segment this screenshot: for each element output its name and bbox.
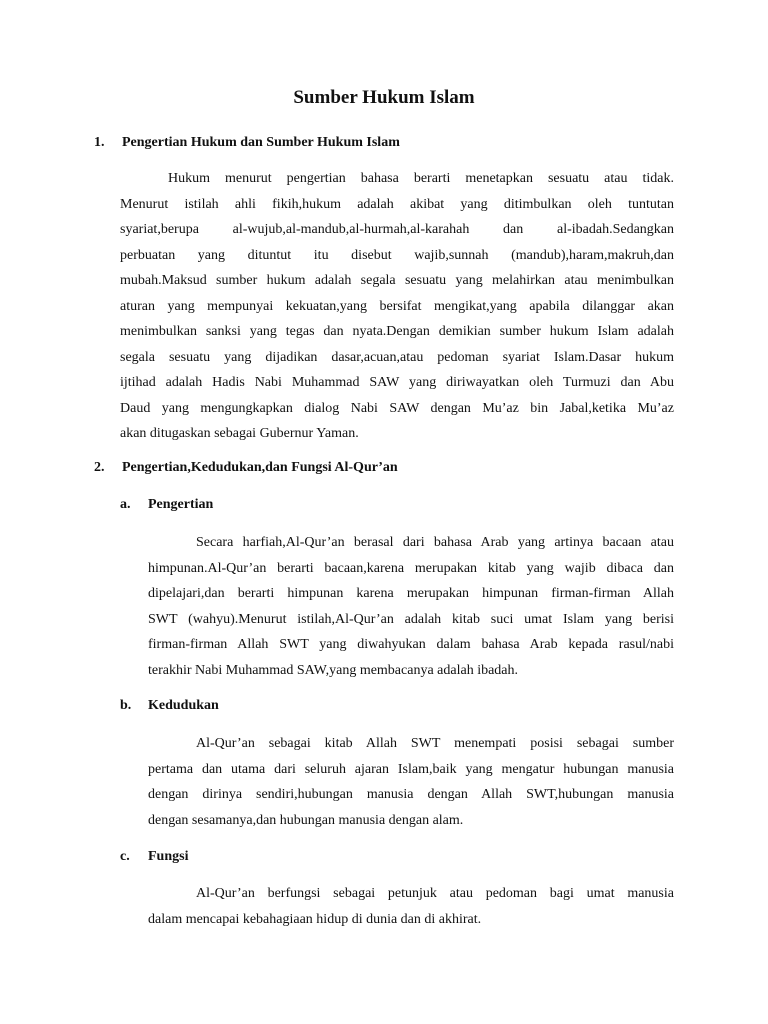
subsection-letter: a.: [120, 497, 131, 512]
paragraph-line: himpunan.Al-Qur’an berarti bacaan,karena merupakan kitab yang wajib dibaca dan: [148, 560, 674, 576]
section-2-heading: [94, 460, 398, 476]
paragraph-line: Secara harfiah,Al-Qur’an berasal dari bahasa Arab yang artinya bacaan atau: [196, 535, 674, 550]
section-1-heading: [94, 135, 400, 151]
paragraph-line: dipelajari,dan berarti himpunan karena merupakan himpunan firman-firman Allah: [148, 586, 674, 601]
paragraph-line: akan ditugaskan sebagai Gubernur Yaman.: [120, 426, 359, 441]
paragraph-line: Daud yang mengungkapkan dialog Nabi SAW dengan Mu’az bin Jabal,ketika Mu’az: [120, 400, 674, 416]
paragraph-line: pertama dan utama dari seluruh ajaran Islam,baik yang mengatur hubungan manusia: [148, 761, 674, 777]
paragraph-line: syariat,berupa al-wujub,al-mandub,al-hurmah,al-karahah dan al-ibadah.Sedangkan: [120, 222, 674, 237]
subsection-a-paragraph: [148, 530, 674, 683]
paragraph-line: ijtihad adalah Hadis Nabi Muhammad SAW yang diriwayatkan oleh Turmuzi dan Abu: [120, 375, 674, 390]
paragraph-line: perbuatan yang dituntut itu disebut wajib,sunnah (mandub),haram,makruh,dan: [120, 247, 674, 263]
paragraph-line: segala sesuatu yang dijadikan dasar,acuan,atau pedoman syariat Islam.Dasar hukum: [120, 349, 674, 365]
subsection-title: Fungsi: [148, 849, 189, 864]
subsection-b-heading: [120, 698, 219, 714]
subsection-c-heading: [120, 849, 188, 865]
subsection-letter: b.: [120, 698, 132, 713]
paragraph-line: firman-firman Allah SWT yang diwahyukan dalam bahasa Arab kepada rasul/nabi: [148, 637, 674, 652]
paragraph-line: dengan sesamanya,dan hubungan manusia dengan alam.: [148, 812, 464, 828]
subsection-title: Kedudukan: [148, 698, 219, 713]
section-1-paragraph: [120, 166, 674, 447]
paragraph-line: menimbulkan sanksi yang tegas dan nyata.Dengan demikian sumber hukum Islam adalah: [120, 324, 674, 339]
page-title: Sumber Hukum Islam: [293, 87, 475, 108]
subsection-letter: c.: [120, 849, 130, 864]
paragraph-line: SWT (wahyu).Menurut istilah,Al-Qur’an adalah kitab suci umat Islam yang berisi: [148, 611, 674, 627]
subsection-c-paragraph: [148, 881, 674, 932]
paragraph-line: dengan dirinya sendiri,hubungan manusia dengan Allah SWT,hubungan manusia: [148, 787, 674, 802]
paragraph-line: terakhir Nabi Muhammad SAW,yang membacanya adalah ibadah.: [148, 662, 519, 678]
subsection-b-paragraph: [148, 731, 674, 833]
paragraph-line: Menurut istilah ahli fikih,hukum adalah akibat yang ditimbulkan oleh tuntutan: [120, 196, 674, 212]
section-title: Pengertian,Kedudukan,dan Fungsi Al-Qur’an: [122, 460, 398, 475]
subsection-a-heading: [120, 497, 213, 513]
paragraph-line: dalam mencapai kebahagiaan hidup di dunia dan di akhirat.: [148, 911, 482, 927]
paragraph-line: Hukum menurut pengertian bahasa berarti menetapkan sesuatu atau tidak.: [168, 171, 674, 186]
paragraph-line: Al-Qur’an sebagai kitab Allah SWT menempati posisi sebagai sumber: [196, 736, 674, 751]
paragraph-line: mubah.Maksud sumber hukum adalah segala sesuatu yang melahirkan atau menimbulkan: [120, 273, 674, 288]
subsection-title: Pengertian: [148, 497, 214, 512]
section-number: 2.: [94, 460, 105, 475]
paragraph-line: Al-Qur’an berfungsi sebagai petunjuk atau pedoman bagi umat manusia: [196, 886, 674, 901]
paragraph-line: aturan yang mempunyai kekuatan,yang bersifat mengikat,yang apabila dilanggar akan: [120, 298, 674, 314]
section-title: Pengertian Hukum dan Sumber Hukum Islam: [122, 135, 400, 150]
section-number: 1.: [94, 135, 105, 150]
